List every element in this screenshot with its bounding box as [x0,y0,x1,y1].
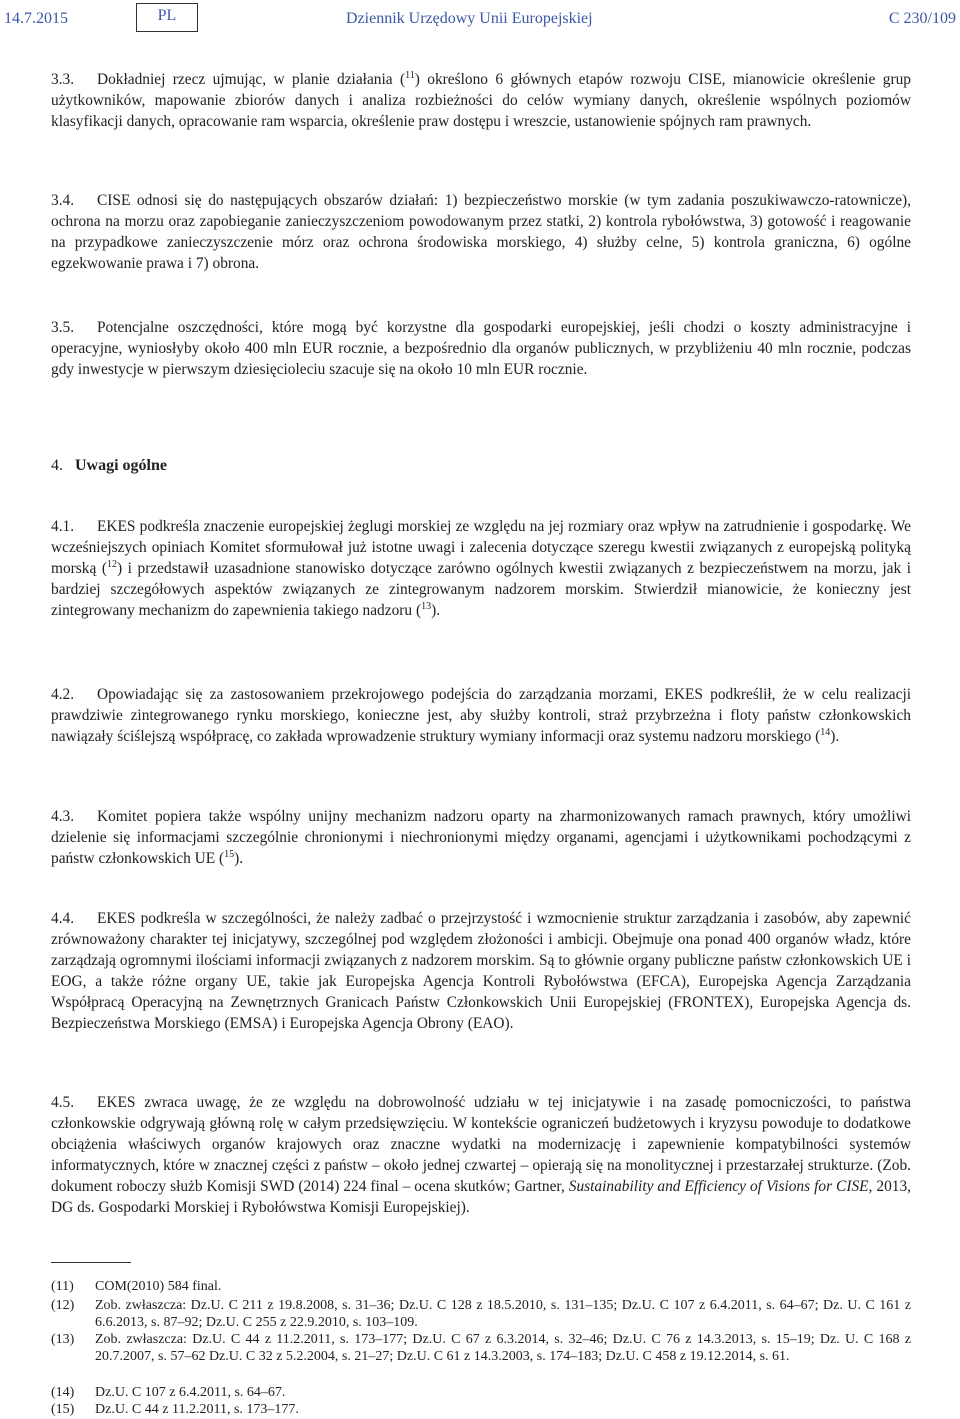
paragraph-text: ). [830,728,840,745]
paragraph-text: Komitet popiera także wspólny unijny mechanizm nadzoru oparty na zharmonizowanych ramach prawnych, który umożliwi dzielenie się informacjami szczególnie chronionymi i niechronionymi między organami, agencjami i użytkownikami pochodzącymi z państw członkowskich UE ( [51,808,911,867]
footnote-ref[interactable]: 14 [820,726,831,738]
paragraph-4-1 [51,516,911,621]
paragraph-3-3 [51,69,911,132]
paragraph-number: 4.3. [51,808,75,825]
footnote-number: (12) [51,1298,75,1313]
paragraph-text: ). [234,850,244,867]
paragraph-number: 4.5. [51,1094,75,1111]
paragraph-text: EKES podkreśla znaczenie europejskiej żeglugi morskiej ze względu na jej rozmiary oraz wpływ na zatrudnienie i gospodarkę. We wcześniejszych opiniach Komitet sformułował już istotne uwagi i zalecenia dotyczące szeregu kwestii związanych z europejską polityką morską ( [51,518,911,577]
publication-date: 14.7.2015 [4,10,68,27]
paragraph-text: Potencjalne oszczędności, które mogą być korzystne dla gospodarki europejskiej, jeśli chodzi o koszty administracyjne i operacyjne, wyniosłyby około 400 mln EUR rocznie, a bezpośrednio dla organów publicznych, w przybliżeniu 40 mln rocznie, podczas gdy inwestycje w pierwszym dziesięcioleciu szacuje się na około 10 mln EUR rocznie. [51,319,911,378]
paragraph-text: Dokładniej rzecz ujmując, w planie działania ( [97,71,406,88]
footnote-text: Dz.U. C 44 z 11.2.2011, s. 173–177. [95,1402,299,1417]
footnote-text: Zob. zwłaszcza: Dz.U. C 211 z 19.8.2008, s. 31–36; Dz.U. C 128 z 18.5.2010, s. 131–135; Dz.U. C 107 z 6.4.2011, s. 64–67; Dz. U. C 161 z 6.6.2013, s. 87–92; Dz.U. C 255 z 22.9.2010, s. 103–109. [95,1298,911,1330]
paragraph-text: Opowiadając się za zastosowaniem przekrojowego podejścia do zarządzania morzami, EKES podkreślił, że w celu realizacji prawdziwie zintegrowanego rynku morskiego, konieczne jest, aby służby kontroli, straż przybrzeżna i floty państw członkowskich nawiązały ściślejszą współpracę, co zakłada wprowadzenie struktury wymiany informacji oraz systemu nadzoru morskiego ( [51,686,911,745]
paragraph-text: CISE odnosi się do następujących obszarów działań: 1) bezpieczeństwo morskie (w tym zadania poszukiwawczo-ratownicze), ochrona na morzu oraz zapobieganie zanieczyszczeniom powodowanym przez statki, 2) kontrola rybołówstwa, 3) gotowość i reagowanie na przypadkowe zanieczyszczenie mórz oraz ochrona środowiska morskiego, 4) służby celne, 5) kontrola graniczna, 6) ogólne egzekwowanie prawa i 7) obrona. [51,192,911,272]
paragraph-text: EKES zwraca uwagę, że ze względu na dobrowolność udziału w tej inicjatywie i na zasadę pomocniczości, to państwa członkowskie odgrywają główną rolę w całym przedsięwzięciu. W kontekście ograniczeń budżetowych i kryzysu powoduje to dodatkowe obciążenia właściwych organów krajowych oraz znaczne wydatki na modernizację i zapewnienie kompatybilności systemów informatycznych, które w znacznej części z państw – około jednej czwartej – opierają się na monolitycznej i przestarzałej strukturze. (Zob. dokument roboczy służb Komisji SWD (2014) 224 final – ocena skutków; Gartner, [51,1094,911,1195]
footnote-number: (15) [51,1402,75,1417]
paragraph-number: 3.3. [51,71,75,88]
journal-title: Dziennik Urzędowy Unii Europejskiej [346,10,593,27]
paragraph-3-5 [51,317,911,380]
paragraph-number: 4.4. [51,910,75,927]
paragraph-3-4 [51,190,911,274]
paragraph-text: ) i przedstawił uzasadnione stanowisko dotyczące zarówno ogólnych kwestii związanych z bezpieczeństwem na morzu, jak i bardziej szczegółowych aspektów związanych ze zintegrowanym nadzorem morskim. Stwierdził mianowicie, że konieczny jest zintegrowany mechanizm do zapewnienia takiego nadzoru ( [51,560,912,619]
paragraph-4-4 [51,908,911,1034]
footnote-ref[interactable]: 15 [224,848,235,860]
paragraph-number: 3.5. [51,319,75,336]
footnote-number: (13) [51,1332,75,1347]
paragraph-number: 4.2. [51,686,75,703]
language-badge: PL [136,3,198,32]
page-header [0,0,960,40]
paragraph-number: 3.4. [51,192,75,209]
footnote-separator [51,1262,131,1263]
footnote-text: Dz.U. C 107 z 6.4.2011, s. 64–67. [95,1385,286,1400]
footnote [51,1401,911,1418]
paragraph-text: EKES podkreśla w szczególności, że należy zadbać o przejrzystość i wzmocnienie struktur zarządzania i zasobów, aby zapewnić zrównoważony charakter tej inicjatywy, szczególnej pod względem złożoności i ambicji. Obejmuje ona ponad 400 organów władz, które zarządzają ogromnymi ilościami informacji związanych z nadzorem morskim. Są to głównie organy publiczne państw członkowskich UE i EOG, a także różne organy UE, takie jak Europejska Agencja Kontroli Rybołówstwa (EFCA), Europejska Agencja Zarządzania Współpracą Operacyjną na Zewnętrznych Granicach Państw Członkowskich Unii Europejskiej (FRONTEX), Europejska Agencja ds. Bezpieczeństwa Morskiego (EMSA) i Europejska Agencja Obrony (EAO). [51,910,911,1032]
footnote [51,1384,911,1401]
footnote-text: COM(2010) 584 final. [95,1279,222,1294]
footnote [51,1331,911,1365]
footnote-ref[interactable]: 11 [405,69,415,81]
footnote-ref[interactable]: 12 [107,558,117,570]
footnote [51,1278,911,1295]
section-title: Uwagi ogólne [75,457,167,474]
section-number: 4. [51,457,63,474]
footnote-text: Zob. zwłaszcza: Dz.U. C 44 z 11.2.2011, s. 173–177; Dz.U. C 67 z 6.3.2014, s. 32–46; Dz.U. C 76 z 14.3.2013, s. 15–19; Dz. U. C 168 z 20.7.2007, s. 57–62 Dz.U. C 32 z 5.2.2004, s. 21–27; Dz.U. C 61 z 14.3.2003, s. 174–183; Dz.U. C 458 z 19.12.2014, s. 61. [95,1332,911,1364]
footnote [51,1297,911,1331]
footnote-number: (11) [51,1279,74,1294]
paragraph-text: ). [431,602,441,619]
footnote-ref[interactable]: 13 [421,600,432,612]
paragraph-text: , 2013, DG ds. Gospodarki Morskiej i Rybołówstwa Komisji Europejskiej). [51,1178,912,1216]
section-heading [51,457,167,475]
paragraph-number: 4.1. [51,518,75,535]
page-reference: C 230/109 [888,10,956,27]
paragraph-4-5 [51,1092,911,1218]
footnote-number: (14) [51,1385,75,1400]
paragraph-4-2 [51,684,911,747]
paragraph-text: ) określono 6 głównych etapów rozwoju CISE, mianowicie określenie grup użytkowników, mapowanie zbiorów danych i analiza rozbieżności do celów wymiany danych, określenie wspólnych poziomów klasyfikacji danych, opracowanie ram wsparcia, określenie praw dostępu i wreszcie, ustanowienie spójnych ram prawnych. [51,71,911,130]
paragraph-italic-title: Sustainability and Efficiency of Visions for CISE [568,1178,869,1195]
paragraph-4-3 [51,806,911,869]
